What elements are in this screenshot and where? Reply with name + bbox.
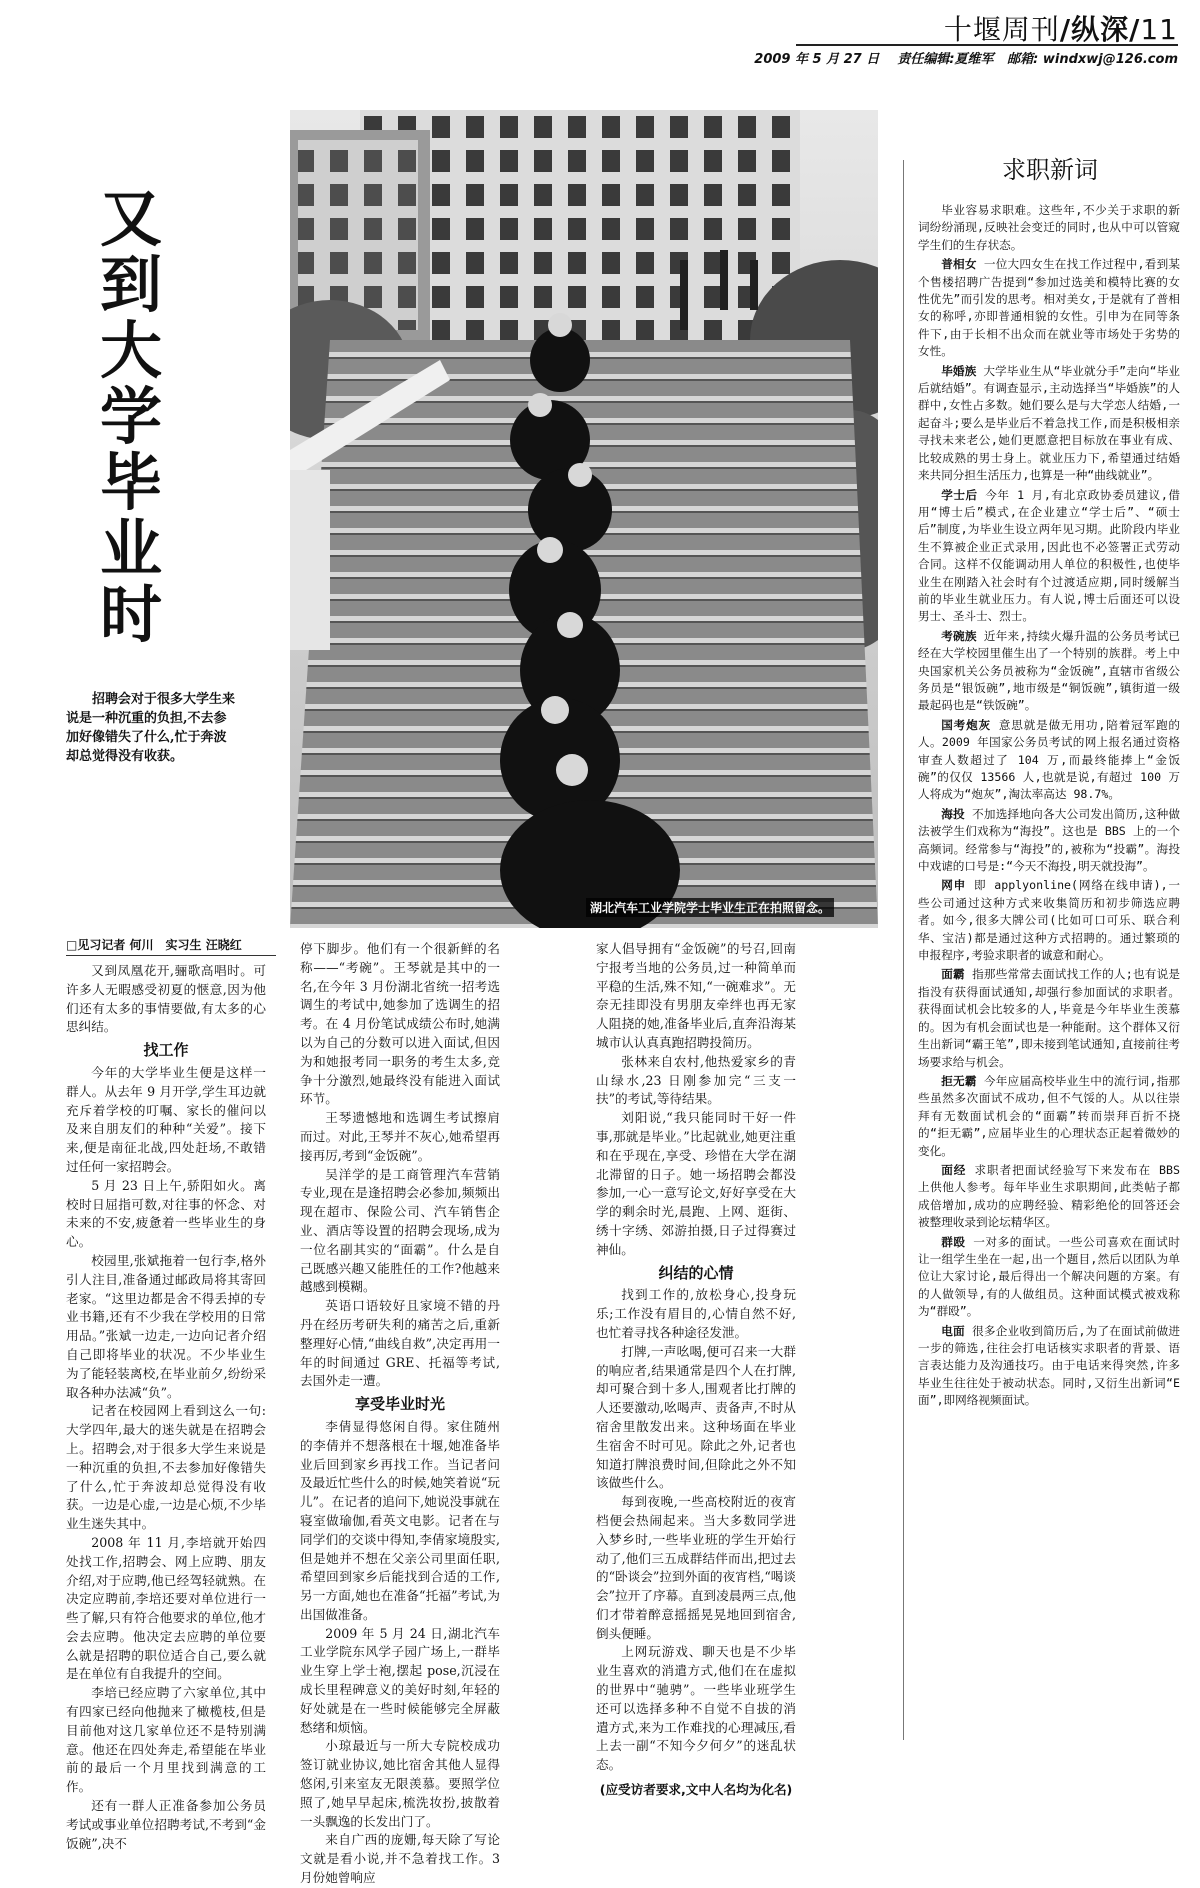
glossary-entry: [918, 487, 1180, 626]
paragraph: 李培已经应聘了六家单位,其中有四家已经向他抛来了橄榄枝,但是目前他对这几家单位还不是特别满意。他还在四处奔走,希望能在毕业前的最后一个月里找到满意的工作。: [66, 1685, 266, 1795]
subheading: 享受毕业时光: [354, 1395, 445, 1414]
glossary-entry: [918, 877, 1180, 964]
glossary-definition: 大学毕业生从“毕业就分手”走向“毕业后就结婚”。有调查显示,主动选择当“毕婚族”的人群中,女性占多数。她们要么是与大学恋人结婚,一起奋斗;要么是毕业后不着急找工作,而是积极相亲寻找未来老公,她们更愿意把目标放在事业有成、比较成熟的男士身上。就业压力下,希望通过结婚来共同分担生活压力,也算是一种“曲线就业”。: [918, 363, 1180, 483]
article-column-3: [596, 940, 796, 1800]
glossary-entry: [918, 717, 1180, 804]
byline: □见习记者 何川 实习生 汪晓红: [66, 936, 276, 956]
paragraph: 吴洋学的是工商管理汽车营销专业,现在是逢招聘会必参加,频频出现在超市、保险公司、汽车销售企业、酒店等设置的招聘会现场,成为一位名副其实的“面霸”。什么是自己既感兴趣又能胜任的工作?他越来越感到模糊。: [300, 1166, 500, 1295]
page-number: 11: [1140, 13, 1178, 46]
glossary-definition: 近年来,持续火爆升温的公务员考试已经在大学校园里催生出了一个特别的族群。考上中央国家机关公务员被称为“金饭碗”,直辖市省级公务员是“银饭碗”,地市级是“铜饭碗”,镇街道一级最起码也是“铁饭碗”。: [918, 628, 1180, 713]
paragraph: 2009 年 5 月 24 日,湖北汽车工业学院东风学子园广场上,一群毕业生穿上学士袍,摆起 pose,沉浸在成长里程碑意义的美好时刻,年轻的好处就是在一些时候能够完全屏蔽愁绪和烦恼。: [300, 1625, 500, 1735]
paragraph: 停下脚步。他们有一个很新鲜的名称——“考碗”。王琴就是其中的一名,在今年 3 月份湖北省统一招考选调生的考试中,她参加了选调生的招考。在 4 月份笔试成绩公布时,她满以为自己的分数可以进入面试,但因为和她报考同一职务的考生太多,竞争十分激烈,她最终没有能进入面试环节。: [300, 941, 500, 1107]
glossary-entry: [918, 628, 1180, 715]
article-column-1: [66, 962, 266, 1853]
glossary-definition: 即 applyonline(网络在线申请),一些公司通过这种方式来收集简历和初步筛选应聘者。如今,很多大牌公司(比如可口可乐、联合利华、宝洁)都是通过这种方式招聘的。通过繁琐的申报程序,考验求职者的诚意和耐心。: [918, 878, 1180, 963]
paragraph: 5 月 23 日上午,骄阳如火。离校时日屈指可数,对往事的怀念、对未来的不安,疲惫着一些毕业生的身心。: [66, 1177, 266, 1250]
header-rule: [796, 44, 1178, 46]
glossary-definition: 今年 1 月,有北京政协委员建议,借用“博士后”模式,在企业建立“学士后”、“硕士后”制度,为毕业生设立两年见习期。此阶段内毕业生不算被企业正式录用,因此也不必签署正式劳动合同。这样不仅能调动用人单位的积极性,也使毕业生在刚踏入社会时有个过渡适应期,同时缓解当前的毕业生就业压力。有人说,博士后面还可以设男士、圣斗士、烈士。: [918, 487, 1180, 624]
section-name: 纵深: [1071, 13, 1130, 46]
column-rule: [903, 160, 904, 1740]
glossary-definition: 指那些常常去面试找工作的人;也有说是指没有获得面试通知,却强行参加面试的求职者。获得面试机会比较多的人,毕竟是今年毕业生羡慕的。因为有机会面试也是一种能耐。这个群体又衍生出新词“霸王笔”,即未接到笔试通知,直接前往考场要求给与机会。: [918, 967, 1181, 1069]
paragraph: 还有一群人正准备参加公务员考试或事业单位招聘考试,不考到“金饭碗”,决不: [66, 1798, 266, 1851]
sidebar-intro: 毕业容易求职难。这些年,不少关于求职的新词纷纷涌现,反映社会变迁的同时,也从中可以管窥学生们的生存状态。: [918, 203, 1180, 252]
paragraph: 打牌,一声吆喝,便可召来一大群的响应者,结果通常是四个人在打牌,却可聚合到十多人,围观者比打牌的人还要激动,吆喝声、责备声,不时从宿舍里散发出来。这种场面在毕业生宿舍不时可见。除此之外,记者也知道打牌浪费时间,但除此之外不知该做些什么。: [596, 1343, 796, 1491]
glossary-definition: 意思就是做无用功,陪着冠军跑的人。2009 年国家公务员考试的网上报名通过资格审查人数超过了 104 万,而最终能捧上“金饭碗”的仅仅 13566 人,也就是说,有超过 100 万人将成为“炮灰”,淘汰率高达 98.7%。: [918, 717, 1180, 802]
subheading: 找工作: [143, 1041, 189, 1060]
article-deck: 招聘会对于很多大学生来说是一种沉重的负担,不去参加好像错失了什么,忙于奔波却总觉得没有收获。: [66, 692, 236, 764]
paragraph: 李倩显得悠闲自得。家住随州的李倩并不想落根在十堰,她准备毕业后回到家乡再找工作。当记者问及最近忙些什么的时候,她笑着说“玩儿”。在记者的追问下,她说没事就在寝室做瑜伽,看英文电影。记者在与同学们的交谈中得知,李倩家境殷实,但是她并不想在父亲公司里面任职,希望回到家乡后能找到合适的工作,另一方面,她也在准备“托福”考试,为出国做准备。: [300, 1418, 500, 1622]
paragraph: 记者在校园网上看到这么一句:大学四年,最大的迷失就是在招聘会上。招聘会,对于很多大学生来说是一种沉重的负担,不去参加好像错失了什么,忙于奔波却总觉得没有收获。一边是心虚,一边是心烦,不少毕业生迷失其中。: [66, 1403, 266, 1532]
paragraph: 找到工作的,放松身心,投身玩乐;工作没有眉目的,心情自然不好,也忙着寻找各种途径发泄。: [596, 1287, 796, 1340]
glossary-term: 拒无霸: [941, 1073, 977, 1088]
glossary-entry: [918, 363, 1180, 485]
paragraph: 刘阳说,“我只能同时干好一件事,那就是毕业。”比起就业,她更注重和在乎现在,享受、珍惜在大学在湖北滞留的日子。她一场招聘会都没参加,一心一意写论文,好好享受在大学的剩余时光,晨跑、上网、逛街、绣十字绣、郊游拍摄,日子过得赛过神仙。: [596, 1110, 796, 1257]
glossary-definition: 不加选择地向各大公司发出简历,这种做法被学生们戏称为“海投”。这也是 BBS 上的一个高频词。经常参与“海投”的,被称为“投霸”。海投中戏谑的口号是:“今天不海投,明天就投海”。: [918, 806, 1181, 874]
paragraph: 来自广西的庞姗,每天除了写论文就是看小说,并不急着找工作。3 月份她曾响应: [300, 1832, 500, 1886]
glossary-term: 普相女: [941, 257, 977, 272]
graduation-photo: [290, 110, 878, 928]
glossary-entry: [918, 1234, 1180, 1321]
glossary-term: 学士后: [941, 487, 978, 502]
glossary-term: 海投: [941, 806, 965, 821]
paragraph: 上网玩游戏、聊天也是不少毕业生喜欢的消遣方式,他们在在虚拟的世界中“驰骋”。一些毕业班学生还可以选择多种不自觉不自拔的消遣方式,来为工作难找的心理减压,看上去一副“不知今夕何夕”的迷乱状态。: [596, 1644, 796, 1773]
masthead: 十堰周刊/纵深/11: [943, 13, 1178, 46]
sidebar-title: 求职新词: [1002, 156, 1098, 184]
paragraph: 又到凤凰花开,骊歌高唱时。可许多人无暇感受初夏的惬意,因为他们还有太多的事情要做,有太多的心思纠结。: [66, 963, 266, 1035]
graduation-photo-illustration: [290, 110, 878, 928]
glossary-definition: 一位大四女生在找工作过程中,看到某个售楼招聘广告提到“参加过选美和模特比赛的女性优先”而引发的思考。相对美女,于是就有了普相女的称呼,亦即普通相貌的女性。引申为在同等条件下,由于长相不出众而在就业等市场处于劣势的女性。: [918, 257, 1180, 359]
paragraph: 校园里,张斌拖着一包行李,格外引人注目,准备通过邮政局将其寄回老家。“这里边都是舍不得丢掉的专业书籍,还有不少我在学校用的日常用品。”张斌一边走,一边向记者介绍自己即将毕业的状况。不少毕业生为了能轻装离校,在毕业前夕,纷纷采取各种办法减“负”。: [66, 1252, 266, 1400]
paragraph: 家人倡导拥有“金饭碗”的号召,回南宁报考当地的公务员,过一种简单而平稳的生活,殊不知,“一碗难求”。无奈无挂即没有男朋友牵绊也再无家人阻挠的她,准备毕业后,直奔沿海某城市认认真真跑招聘投简历。: [596, 941, 796, 1050]
paragraph: 英语口语较好且家境不错的丹丹在经历考研失利的痛苦之后,重新整理好心情,“曲线自救”,决定再用一年的时间通过 GRE、托福等考试,去国外走一遭。: [300, 1298, 500, 1389]
paragraph: 小琼最近与一所大专院校成功签订就业协议,她比宿舍其他人显得悠闲,引来室友无限羡慕。要照学位照了,她早早起床,梳洗妆扮,披散着一头飘逸的长发出门了。: [300, 1738, 500, 1829]
glossary-entry: [918, 1073, 1180, 1160]
glossary-entry: [918, 1323, 1180, 1410]
source-note: (应受访者要求,文中人名均为化名): [599, 1782, 793, 1798]
editor: 责任编辑:夏维军: [897, 52, 994, 67]
glossary-entry: [918, 1162, 1180, 1232]
paragraph: 张林来自农村,他热爱家乡的青山绿水,23 日刚参加完“三支一扶”的考试,等待结果。: [596, 1053, 796, 1107]
glossary-term: 面经: [941, 1162, 967, 1177]
glossary-term: 毕婚族: [941, 363, 977, 378]
glossary-definition: 一对多的面试。一些公司喜欢在面试时让一组学生坐在一起,出一个题目,然后以团队为单位让大家讨论,最后得出一个解决问题的方案。有的人做领导,有的人做组员。这种面试模式被戏称为“群殴”。: [918, 1234, 1180, 1319]
glossary-entry: [918, 806, 1180, 876]
issue-date: 2009 年 5 月 27 日: [754, 52, 880, 67]
glossary-definition: 求职者把面试经验写下来发布在 BBS 上供他人参考。每年毕业生求职期间,此类帖子都成倍增加,成功的应聘经验、精彩绝伦的回答还会被整理收录到论坛精华区。: [918, 1162, 1180, 1230]
subheading: 纠结的心情: [658, 1263, 734, 1282]
glossary-entry: [918, 966, 1180, 1070]
glossary-term: 考碗族: [941, 628, 977, 643]
editor-email: 邮箱: windxwj@126.com: [1007, 52, 1178, 67]
photo-caption: 湖北汽车工业学院学士毕业生正在拍照留念。: [586, 898, 834, 917]
glossary-definition: 今年应届高校毕业生中的流行词,指那些虽然多次面试不成功,但不气馁的人。从以往崇拜有无数面试机会的“面霸”转而崇拜百折不挠的“拒无霸”,应届毕业生的心理状态正起着微妙的变化。: [918, 1073, 1180, 1158]
glossary-entry: [918, 256, 1180, 360]
glossary-definition: 很多企业收到简历后,为了在面试前做进一步的筛选,往往会打电话核实求职者的背景、语言表达能力及沟通技巧。由于电话来得突然,许多毕业生往往处于被动状态。同时,又衍生出新词“E面”,即网络视频面试。: [918, 1323, 1181, 1408]
glossary-term: 面霸: [941, 967, 965, 982]
article-column-2: [300, 940, 500, 1888]
glossary-term: 网申: [941, 878, 967, 893]
paragraph: 每到夜晚,一些高校附近的夜宵档便会热闹起来。当大多数同学进入梦乡时,一些毕业班的学生开始行动了,他们三五成群结伴而出,把过去的“卧谈会”拉到外面的夜宵档,“喝谈会”拉开了序幕。直到凌晨两三点,他们才带着醉意摇摇晃晃地回到宿舍,倒头便睡。: [596, 1494, 796, 1641]
glossary-term: 电面: [941, 1323, 965, 1338]
paragraph: 王琴遗憾地和选调生考试擦肩而过。对此,王琴并不灰心,她希望再接再厉,考到“金饭碗”。: [300, 1110, 500, 1163]
glossary-term: 国考炮灰: [941, 717, 991, 732]
paragraph: 2008 年 11 月,李培就开始四处找工作,招聘会、网上应聘、朋友介绍,对于应聘,他已经驾轻就熟。在决定应聘前,李培还要对单位进行一些了解,只有符合他要求的单位,他才会去应聘。他决定去应聘的单位要么就是招聘的职位适合自己,要么就是在单位有自我提升的空间。: [66, 1534, 266, 1682]
paragraph: 今年的大学毕业生便是这样一群人。从去年 9 月开学,学生耳边就充斥着学校的叮嘱、家长的催问以及来自朋友们的种种“关爱”。接下来,便是南征北战,四处赶场,不敢错过任何一家招聘会。: [66, 1064, 266, 1174]
glossary-term: 群殴: [941, 1234, 966, 1249]
header-meta: [754, 48, 1178, 67]
headline: 又到大学毕业时: [99, 182, 162, 651]
sidebar-glossary: [918, 202, 1180, 1412]
paper-name: 十堰周刊: [943, 13, 1060, 46]
